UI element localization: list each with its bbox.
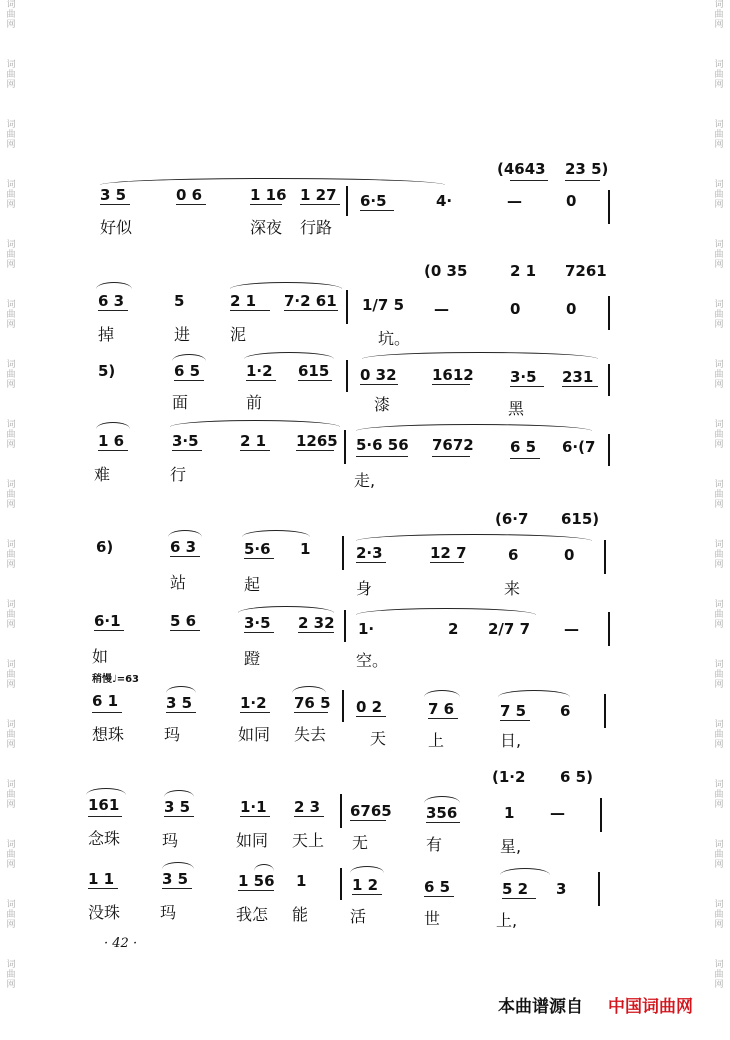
watermark-char: 曲 (6, 910, 16, 920)
note-group: 1 (504, 804, 515, 822)
watermark-char: 词 (6, 660, 16, 670)
note-group: — (434, 300, 449, 318)
lyric: 漆 (374, 395, 391, 414)
accompaniment: 7261 (565, 262, 607, 280)
watermark-char: 曲 (6, 550, 16, 560)
lyric: 行 (170, 465, 187, 484)
note-group: 2 1 (230, 292, 257, 310)
note-group: 356 (426, 804, 458, 822)
note-group: 0 (566, 300, 577, 318)
watermark-char: 网 (6, 320, 16, 330)
watermark-char: 网 (714, 620, 724, 630)
note-group: 6 3 (98, 292, 125, 310)
watermark-char: 词 (714, 180, 724, 190)
watermark-char: 词 (6, 60, 16, 70)
watermark-char: 网 (6, 860, 16, 870)
watermark-char: 曲 (6, 370, 16, 380)
lyric: 空。 (356, 651, 389, 670)
watermark-char: 网 (6, 380, 16, 390)
note-group: 7672 (432, 436, 474, 454)
watermark-char: 曲 (714, 130, 724, 140)
watermark-char: 曲 (6, 190, 16, 200)
watermark-char: 词 (714, 960, 724, 970)
lyric: 有 (426, 835, 443, 854)
watermark-char: 网 (714, 680, 724, 690)
watermark-char: 网 (714, 740, 724, 750)
note-group: — (550, 804, 565, 822)
watermark-char: 曲 (714, 790, 724, 800)
watermark-char: 曲 (714, 610, 724, 620)
note-group: 76 5 (294, 694, 331, 712)
note-group: 6765 (350, 802, 392, 820)
note-group: 0 (564, 546, 575, 564)
watermark-char: 曲 (6, 430, 16, 440)
lyric: 想珠 (92, 725, 125, 744)
note-group: 5 6 (170, 612, 197, 630)
accompaniment: 6 5) (560, 768, 593, 786)
watermark-char: 网 (714, 200, 724, 210)
note-group: 1 16 (250, 186, 287, 204)
lyric: 好似 (100, 218, 133, 237)
note-group: 6 5 (174, 362, 201, 380)
watermark-char: 网 (714, 860, 724, 870)
note-group: 4· (436, 192, 453, 210)
watermark-char: 网 (714, 440, 724, 450)
watermark-char: 网 (6, 200, 16, 210)
watermark-char: 网 (6, 680, 16, 690)
lyric: 念珠 (88, 829, 121, 848)
watermark-char: 词 (714, 480, 724, 490)
lyric: 我怎 (236, 905, 269, 924)
note-group: 1·2 (240, 694, 267, 712)
lyric: 来 (504, 579, 521, 598)
note-group: 5 (174, 292, 185, 310)
lyric: 面 (172, 393, 189, 412)
watermark-char: 词 (6, 720, 16, 730)
watermark-char: 曲 (714, 370, 724, 380)
accompaniment: (4643 (497, 160, 546, 178)
watermark-char: 曲 (714, 550, 724, 560)
note-group: 2 (448, 620, 459, 638)
watermark-char: 词 (6, 360, 16, 370)
note-group: — (507, 192, 522, 210)
note-group: 6·1 (94, 612, 121, 630)
watermark-char: 词 (714, 120, 724, 130)
lyric: 起 (244, 575, 261, 594)
watermark-char: 词 (714, 60, 724, 70)
lyric: 如 (92, 647, 109, 666)
lyric: 天上 (292, 831, 325, 850)
watermark-char: 词 (6, 480, 16, 490)
accompaniment: 615) (561, 510, 600, 528)
watermark-char: 词 (6, 780, 16, 790)
watermark-char: 词 (714, 360, 724, 370)
watermark-char: 词 (6, 900, 16, 910)
watermark-char: 网 (6, 980, 16, 990)
watermark-char: 词 (6, 0, 16, 10)
note-group: 615 (298, 362, 330, 380)
note-group: 1 (296, 872, 307, 890)
watermark-char: 曲 (6, 70, 16, 80)
watermark-char: 曲 (714, 670, 724, 680)
watermark-char: 词 (6, 120, 16, 130)
watermark-char: 词 (714, 780, 724, 790)
watermark-char: 词 (714, 540, 724, 550)
watermark-char: 曲 (714, 970, 724, 980)
note-group: 6) (96, 538, 114, 556)
note-group: 3·5 (172, 432, 199, 450)
watermark-char: 词 (714, 720, 724, 730)
lyric: 没珠 (88, 903, 121, 922)
note-group: 1 6 (98, 432, 125, 450)
watermark-char: 曲 (6, 10, 16, 20)
watermark-char: 曲 (714, 910, 724, 920)
watermark-char: 词 (6, 600, 16, 610)
watermark-char: 网 (714, 500, 724, 510)
note-group: 0 6 (176, 186, 203, 204)
watermark-char: 词 (714, 660, 724, 670)
watermark-char: 词 (6, 540, 16, 550)
watermark-char: 曲 (6, 970, 16, 980)
note-group: 3 5 (100, 186, 127, 204)
watermark-char: 词 (6, 180, 16, 190)
lyric: 玛 (164, 725, 181, 744)
watermark-char: 网 (714, 20, 724, 30)
watermark-char: 词 (6, 840, 16, 850)
note-group: 3 5 (164, 798, 191, 816)
lyric: 上 (428, 731, 445, 750)
lyric: 无 (352, 833, 369, 852)
watermark-char: 曲 (714, 850, 724, 860)
watermark-char: 网 (6, 740, 16, 750)
note-group: 2 3 (294, 798, 321, 816)
site-name: 中国词曲网 (608, 997, 693, 1017)
watermark-char: 曲 (6, 670, 16, 680)
source-label: 本曲谱源自 (498, 997, 583, 1017)
lyric: 活 (350, 907, 367, 926)
accompaniment: (0 35 (424, 262, 468, 280)
note-group: 161 (88, 796, 120, 814)
note-group: 1 (300, 540, 311, 558)
note-group: 6 5 (510, 438, 537, 456)
watermark-char: 曲 (6, 610, 16, 620)
note-group: 1·1 (240, 798, 267, 816)
note-group: 3·5 (244, 614, 271, 632)
watermark-char: 网 (714, 980, 724, 990)
lyric: 难 (94, 465, 111, 484)
note-group: 1·2 (246, 362, 273, 380)
watermark-char: 词 (714, 300, 724, 310)
note-group: 1265 (296, 432, 338, 450)
watermark-char: 词 (6, 420, 16, 430)
lyric: 站 (170, 573, 187, 592)
watermark-char: 词 (714, 600, 724, 610)
note-group: 1 2 (352, 876, 379, 894)
watermark-char: 曲 (714, 310, 724, 320)
note-group: 3 5 (162, 870, 189, 888)
note-group: 5 2 (502, 880, 529, 898)
accompaniment: 2 1 (510, 262, 537, 280)
note-group: 12 7 (430, 544, 467, 562)
note-group: 6 3 (170, 538, 197, 556)
note-group: 2·3 (356, 544, 383, 562)
note-group: 3 (556, 880, 567, 898)
watermark-char: 曲 (714, 10, 724, 20)
lyric: 前 (246, 393, 263, 412)
watermark-char: 词 (714, 420, 724, 430)
lyric: 天 (370, 729, 387, 748)
watermark-char: 曲 (6, 130, 16, 140)
note-group: 7·2 61 (284, 292, 337, 310)
watermark-char: 网 (714, 320, 724, 330)
watermark-char: 曲 (6, 790, 16, 800)
note-group: 7 5 (500, 702, 527, 720)
note-group: 1 27 (300, 186, 337, 204)
lyric: 行路 (300, 218, 333, 237)
watermark-char: 曲 (714, 70, 724, 80)
note-group: 0 (510, 300, 521, 318)
note-group: — (564, 620, 579, 638)
watermark-char: 网 (714, 380, 724, 390)
note-group: 1612 (432, 366, 474, 384)
note-group: 3 5 (166, 694, 193, 712)
watermark-char: 网 (6, 800, 16, 810)
note-group: 6 (560, 702, 571, 720)
lyric: 进 (174, 325, 191, 344)
note-group: 0 (566, 192, 577, 210)
note-group: 1 56 (238, 872, 275, 890)
watermark-char: 曲 (6, 310, 16, 320)
watermark-char: 曲 (6, 730, 16, 740)
note-group: 0 32 (360, 366, 397, 384)
lyric: 如同 (236, 831, 269, 850)
note-group: 1· (358, 620, 375, 638)
note-group: 7 6 (428, 700, 455, 718)
watermark-char: 网 (714, 80, 724, 90)
watermark-char: 曲 (714, 730, 724, 740)
lyric: 蹬 (244, 649, 261, 668)
note-group: 6 5 (424, 878, 451, 896)
lyric: 深夜 (250, 218, 283, 237)
watermark-char: 网 (6, 560, 16, 570)
note-group: 5·6 56 (356, 436, 409, 454)
note-group: 5) (98, 362, 116, 380)
watermark-char: 曲 (6, 850, 16, 860)
watermark-char: 曲 (6, 250, 16, 260)
note-group: 3·5 (510, 368, 537, 386)
accompaniment: 23 5) (565, 160, 609, 178)
watermark-char: 词 (714, 240, 724, 250)
lyric: 如同 (238, 725, 271, 744)
watermark-char: 网 (714, 800, 724, 810)
watermark-char: 曲 (714, 430, 724, 440)
watermark-char: 曲 (714, 490, 724, 500)
watermark-char: 网 (6, 260, 16, 270)
watermark-char: 词 (6, 300, 16, 310)
note-group: 6·5 (360, 192, 387, 210)
lyric: 泥 (230, 325, 247, 344)
lyric: 星, (500, 837, 522, 856)
lyric: 上, (496, 911, 518, 930)
watermark-char: 网 (714, 920, 724, 930)
note-group: 6·(7 (562, 438, 596, 456)
lyric: 日, (500, 731, 522, 750)
watermark-char: 网 (714, 560, 724, 570)
lyric: 玛 (162, 831, 179, 850)
watermark-char: 网 (6, 440, 16, 450)
note-group: 2 1 (240, 432, 267, 450)
watermark-char: 词 (714, 840, 724, 850)
accompaniment: (1·2 (492, 768, 526, 786)
watermark-char: 词 (714, 900, 724, 910)
lyric: 世 (424, 909, 441, 928)
lyric: 走, (354, 471, 376, 490)
watermark-char: 网 (6, 80, 16, 90)
lyric: 能 (292, 905, 309, 924)
watermark-char: 网 (6, 920, 16, 930)
watermark-char: 词 (6, 960, 16, 970)
watermark-char: 曲 (6, 490, 16, 500)
watermark-char: 词 (6, 240, 16, 250)
note-group: 231 (562, 368, 594, 386)
watermark-char: 曲 (714, 250, 724, 260)
watermark-char: 网 (6, 140, 16, 150)
note-group: 0 2 (356, 698, 383, 716)
watermark-char: 网 (6, 500, 16, 510)
note-group: 2/7 7 (488, 620, 531, 638)
lyric: 失去 (294, 725, 327, 744)
lyric: 坑。 (378, 329, 411, 348)
note-group: 6 (508, 546, 519, 564)
watermark-char: 网 (6, 620, 16, 630)
lyric: 身 (356, 579, 373, 598)
note-group: 2 32 (298, 614, 335, 632)
watermark-char: 网 (714, 260, 724, 270)
right-watermark (712, 0, 726, 1040)
watermark-char: 网 (6, 20, 16, 30)
watermark-char: 词 (714, 0, 724, 10)
left-watermark (4, 0, 18, 1040)
note-group: 1 1 (88, 870, 115, 888)
watermark-char: 曲 (714, 190, 724, 200)
note-group: 1/7 5 (362, 296, 405, 314)
accompaniment: (6·7 (495, 510, 529, 528)
note-group: 6 1 (92, 692, 119, 710)
lyric: 掉 (98, 325, 115, 344)
note-group: 5·6 (244, 540, 271, 558)
tempo-marking: 稍慢♩=63 (92, 674, 140, 685)
page-number: · 42 · (104, 936, 138, 951)
lyric: 玛 (160, 903, 177, 922)
lyric: 黑 (508, 399, 525, 418)
watermark-char: 网 (714, 140, 724, 150)
